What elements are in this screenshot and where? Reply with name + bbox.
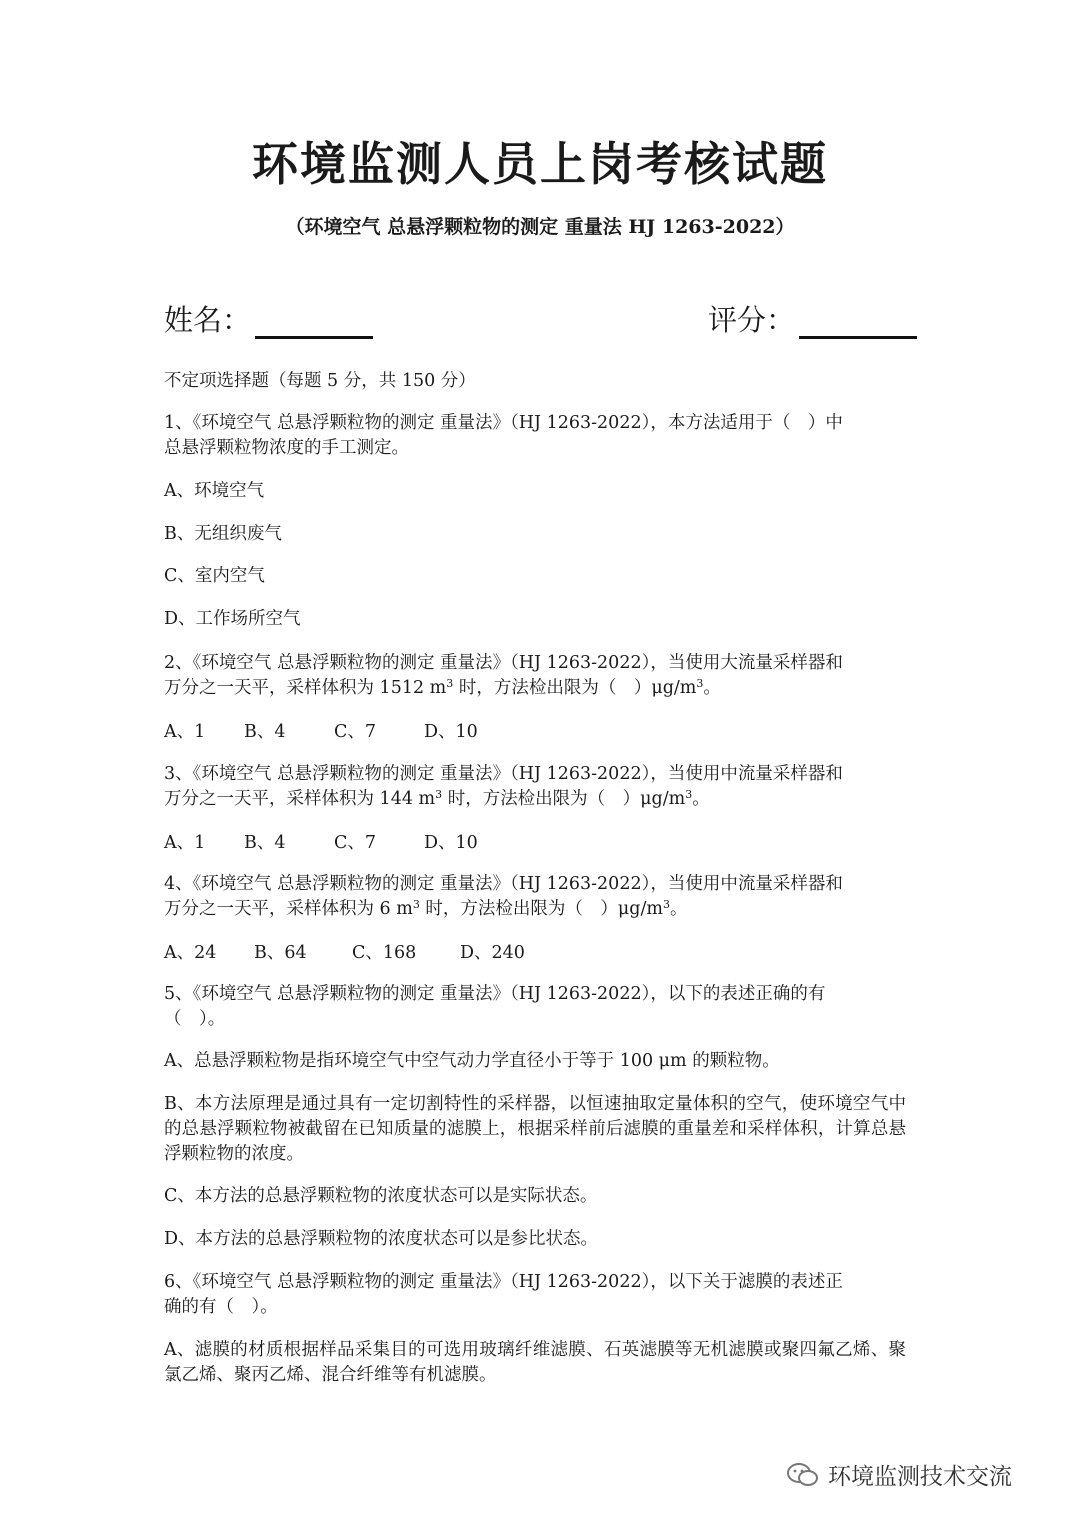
q1-option-a: A、环境空气 bbox=[164, 481, 265, 501]
q4-stem-line1: 4、《环境空气 总悬浮颗粒物的测定 重量法》（HJ 1263-2022），当使用中流量采样器和 bbox=[164, 874, 843, 894]
q6-stem-line2: 确的有（ ）。 bbox=[164, 1297, 278, 1317]
q2-options bbox=[164, 718, 478, 743]
watermark bbox=[786, 1458, 1012, 1491]
q2-option-d: D、10 bbox=[424, 722, 478, 742]
watermark-text: 环境监测技术交流 bbox=[828, 1464, 1012, 1490]
page-title: 环境监测人员上岗考核试题 bbox=[252, 137, 828, 191]
q1-stem-line2: 总悬浮颗粒物浓度的手工测定。 bbox=[164, 438, 409, 458]
q3-option-a: A、1 bbox=[164, 833, 206, 853]
q4-option-a: A、24 bbox=[164, 943, 217, 963]
q1-stem-line1: 1、《环境空气 总悬浮颗粒物的测定 重量法》（HJ 1263-2022），本方法适用于（ ）中 bbox=[164, 413, 843, 433]
page-subtitle: （环境空气 总悬浮颗粒物的测定 重量法 HJ 1263-2022） bbox=[285, 216, 795, 238]
q2-stem-line2: 万分之一天平，采样体积为 1512 $m^3$ 时，方法检出限为（ ）$\mu g/m^3$。 bbox=[164, 677, 721, 698]
q5-option-a: A、总悬浮颗粒物是指环境空气中空气动力学直径小于等于 100 μm 的颗粒物。 bbox=[164, 1051, 780, 1071]
q6-stem-line1: 6、《环境空气 总悬浮颗粒物的测定 重量法》（HJ 1263-2022），以下关于滤膜的表述正 bbox=[164, 1272, 843, 1292]
q2-option-c: C、7 bbox=[334, 722, 377, 742]
name-field bbox=[164, 298, 373, 339]
q5-stem-line1: 5、《环境空气 总悬浮颗粒物的测定 重量法》（HJ 1263-2022），以下的表述正确的有 bbox=[164, 984, 826, 1004]
q2-option-b: B、4 bbox=[244, 722, 286, 742]
q3-options bbox=[164, 829, 478, 854]
q2-stem-line1: 2、《环境空气 总悬浮颗粒物的测定 重量法》（HJ 1263-2022），当使用大流量采样器和 bbox=[164, 653, 843, 673]
q1-option-d: D、工作场所空气 bbox=[164, 609, 301, 629]
q5-option-b: B、本方法原理是通过具有一定切割特性的采样器，以恒速抽取定量体积的空气，使环境空气中的总悬浮颗粒物被截留在已知质量的滤膜上，根据采样前后滤膜的重量差和采样体积，计算总悬浮颗粒物的浓度。 bbox=[164, 1094, 906, 1164]
wechat-icon bbox=[786, 1462, 820, 1488]
q3-stem-line2: 万分之一天平，采样体积为 144 $m^3$ 时，方法检出限为（ ）$\mu g/m^3$。 bbox=[164, 788, 710, 809]
q6-option-a: A、滤膜的材质根据样品采集目的可选用玻璃纤维滤膜、石英滤膜等无机滤膜或聚四氟乙烯、聚氯乙烯、聚丙乙烯、混合纤维等有机滤膜。 bbox=[164, 1340, 906, 1385]
q3-option-d: D、10 bbox=[424, 833, 478, 853]
q4-options bbox=[164, 939, 525, 964]
q4-option-c: C、168 bbox=[352, 943, 417, 963]
q4-option-b: B、64 bbox=[254, 943, 307, 963]
score-blank bbox=[799, 306, 917, 339]
q3-option-c: C、7 bbox=[334, 833, 377, 853]
q1-option-c: C、室内空气 bbox=[164, 566, 265, 586]
section-heading: 不定项选择题（每题 5 分，共 150 分） bbox=[164, 371, 476, 391]
q5-option-c: C、本方法的总悬浮颗粒物的浓度状态可以是实际状态。 bbox=[164, 1186, 598, 1206]
score-label: 评分： bbox=[708, 303, 796, 337]
q3-stem-line1: 3、《环境空气 总悬浮颗粒物的测定 重量法》（HJ 1263-2022），当使用中流量采样器和 bbox=[164, 764, 843, 784]
q2-option-a: A、1 bbox=[164, 722, 206, 742]
q5-option-d: D、本方法的总悬浮颗粒物的浓度状态可以是参比状态。 bbox=[164, 1229, 599, 1249]
score-field bbox=[708, 298, 917, 339]
q3-option-b: B、4 bbox=[244, 833, 286, 853]
name-blank bbox=[255, 306, 373, 339]
name-label: 姓名： bbox=[164, 303, 252, 337]
q5-stem-line2: （ ）。 bbox=[164, 1009, 226, 1029]
q4-option-d: D、240 bbox=[460, 943, 525, 963]
q1-option-b: B、无组织废气 bbox=[164, 524, 282, 544]
q4-stem-line2: 万分之一天平，采样体积为 6 $m^3$ 时，方法检出限为（ ）$\mu g/m^3$。 bbox=[164, 898, 688, 919]
